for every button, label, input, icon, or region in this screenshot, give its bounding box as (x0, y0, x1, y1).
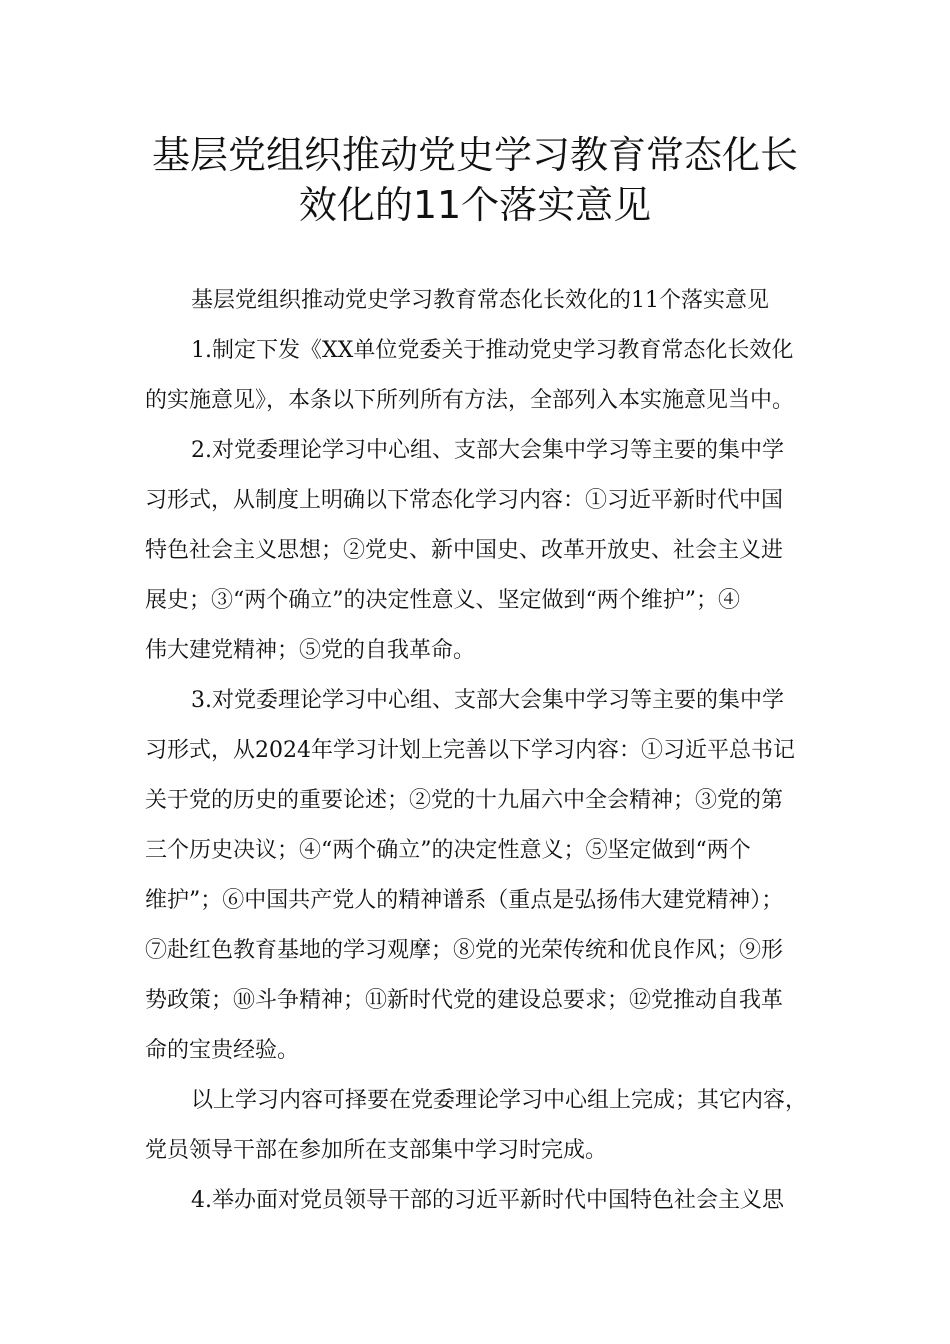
body-line: 三个历史决议；④“两个确立”的决定性意义；⑤坚定做到“两个 (145, 838, 751, 863)
body-line: 展史；③“两个确立”的决定性意义、坚定做到“两个维护”；④ (145, 588, 740, 613)
document-title-line-2: 效化的11个落实意见 (298, 183, 652, 227)
body-line: 维护”；⑥中国共产党人的精神谱系（重点是弘扬伟大建党精神）； (145, 888, 784, 913)
body-line: 伟大建党精神；⑤党的自我革命。 (145, 638, 476, 663)
body-line: 的实施意见》，本条以下所列所有方法，全部列入本实施意见当中。 (145, 388, 795, 413)
body-line: 命的宝贵经验。 (145, 1038, 300, 1063)
body-line: ⑦赴红色教育基地的学习观摩；⑧党的光荣传统和优良作风；⑨形 (145, 938, 784, 963)
body-line: 2.对党委理论学习中心组、支部大会集中学习等主要的集中学 (191, 438, 784, 463)
body-line: 关于党的历史的重要论述；②党的十九届六中全会精神；③党的第 (145, 788, 784, 813)
body-line: 势政策；⑩斗争精神；⑪新时代党的建设总要求；⑫党推动自我革 (145, 988, 784, 1013)
body-line: 习形式，从制度上明确以下常态化学习内容：①习近平新时代中国 (145, 488, 784, 513)
body-line: 1.制定下发《XX单位党委关于推动党史学习教育常态化长效化 (191, 338, 794, 363)
body-line: 3.对党委理论学习中心组、支部大会集中学习等主要的集中学 (191, 688, 784, 713)
body-line: 党员领导干部在参加所在支部集中学习时完成。 (145, 1138, 608, 1163)
document-title-line-1: 基层党组织推动党史学习教育常态化长 (151, 133, 798, 177)
body-line: 以上学习内容可择要在党委理论学习中心组上完成；其它内容， (191, 1088, 808, 1113)
body-line: 4.举办面对党员领导干部的习近平新时代中国特色社会主义思 (191, 1188, 784, 1213)
body-line: 习形式，从2024年学习计划上完善以下学习内容：①习近平总书记 (145, 738, 795, 763)
body-line: 特色社会主义思想；②党史、新中国史、改革开放史、社会主义进 (145, 538, 784, 563)
body-line: 基层党组织推动党史学习教育常态化长效化的11个落实意见 (191, 288, 769, 313)
